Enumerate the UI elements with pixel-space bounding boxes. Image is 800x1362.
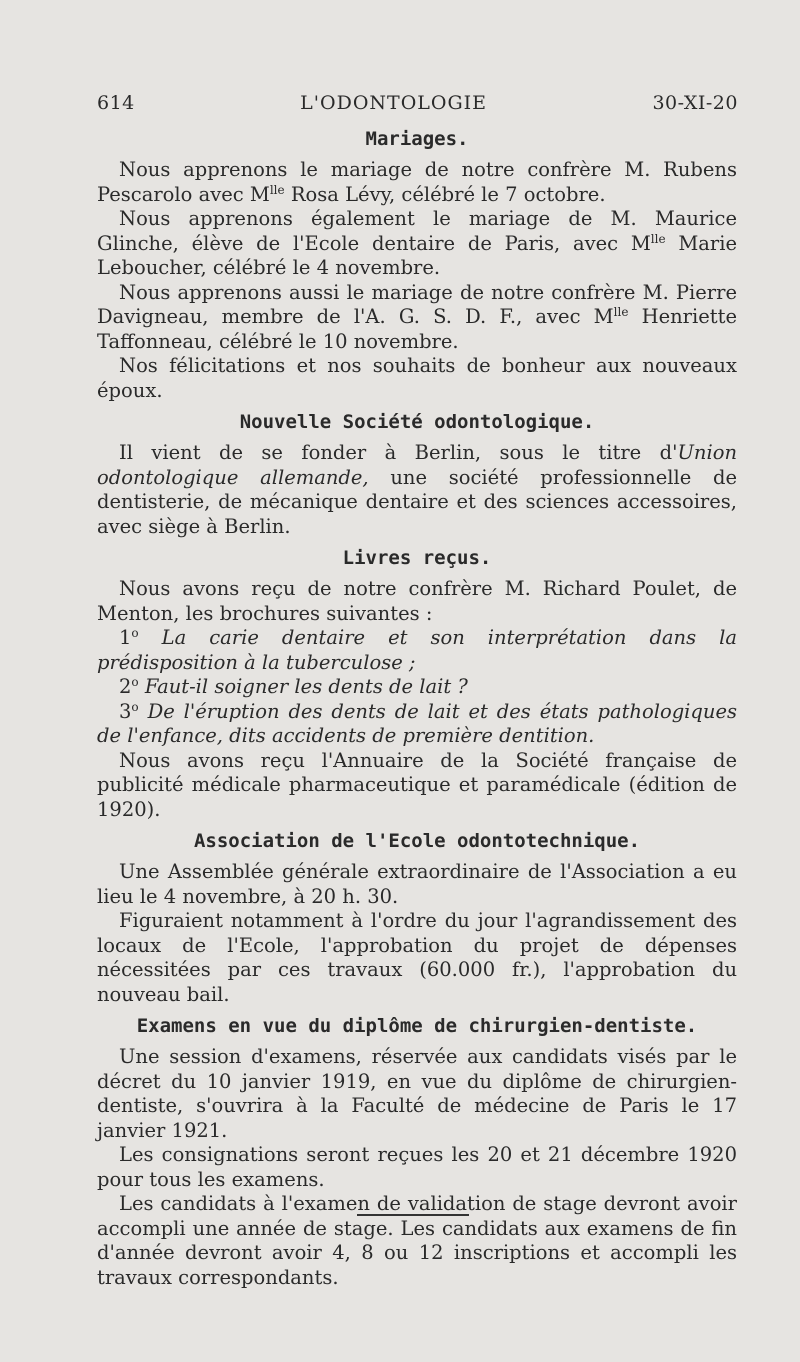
section-heading-association: Association de l'Ecole odontotechnique.: [193, 830, 641, 852]
paragraph: Nous avons reçu l'Annuaire de la Société française de publicité médicale pharmaceutique et paramédicale (édition de 1920).: [97, 748, 737, 821]
section-heading-mariages: Mariages.: [365, 128, 469, 150]
page-content: [97, 126, 737, 1290]
issue-date: 30-XI-20: [652, 92, 738, 114]
paragraph: Une session d'examens, réservée aux candidats visés par le décret du 10 janvier 1919, en vue du diplôme de chirurgien-dentiste, s'ouvrira à la Faculté de médecine de Paris le 17 janvier 1921.: [97, 1045, 737, 1142]
paragraph: Il vient de se fonder à Berlin, sous le titre d'Union odontologique allemande, une société professionnelle de dentisterie, de mécanique dentaire et des sciences accessoires, avec siège à Berlin.: [97, 441, 737, 538]
section-association: [97, 828, 737, 1007]
brochure-list: [97, 626, 737, 749]
paragraph: Nous apprenons aussi le mariage de notre confrère M. Pierre Davigneau, membre de l'A. G. S. D. F., avec $M^{lle}$ Henriette Taffonneau, célébré le 10 novembre.: [97, 280, 737, 353]
paragraph: Une Assemblée générale extraordinaire de l'Association a eu lieu le 4 novembre, à 20 h. 30.: [97, 860, 737, 908]
section-societe: [97, 409, 737, 539]
end-rule: [357, 1214, 469, 1216]
paragraph: Nous apprenons le mariage de notre confrère M. Rubens Pescarolo avec $M^{lle}$ Rosa Lévy, célébré le 7 octobre.: [97, 158, 737, 206]
section-heading-societe: Nouvelle Société odontologique.: [239, 411, 595, 433]
list-item: 3$^o$ De l'éruption des dents de lait et des états pathologiques de l'enfance, dits accidents de première dentition.: [97, 699, 738, 747]
section-heading-examens: Examens en vue du diplôme de chirurgien-dentiste.: [136, 1015, 698, 1037]
paragraph: Nous avons reçu de notre confrère M. Richard Poulet, de Menton, les brochures suivantes :: [97, 577, 737, 625]
list-item: 1$^o$ La carie dentaire et son interprétation dans la prédisposition à la tuberculose ;: [97, 626, 737, 674]
section-livres: [97, 545, 737, 822]
paragraph: Nos félicitations et nos souhaits de bonheur aux nouveaux époux.: [97, 354, 737, 402]
paragraph: Figuraient notamment à l'ordre du jour l'agrandissement des locaux de l'Ecole, l'approbation du projet de dépenses nécessitées par ces travaux (60.000 fr.), l'approbation du nouveau bail.: [97, 909, 737, 1006]
journal-title: L'ODONTOLOGIE: [300, 92, 488, 114]
running-header: [97, 92, 738, 114]
paragraph: Nous apprenons également le mariage de M. Maurice Glinche, élève de l'Ecole dentaire de Paris, avec $M^{lle}$ Marie Leboucher, célébré le 4 novembre.: [97, 207, 738, 279]
paragraph: Les candidats à l'examen de validation de stage devront avoir accompli une année de stage. Les candidats aux examens de fin d'année devront avoir 4, 8 ou 12 inscriptions et accompli les travaux correspondants.: [97, 1192, 737, 1289]
list-item: 2$^o$ Faut-il soigner les dents de lait ?: [119, 675, 468, 698]
section-heading-livres: Livres reçus.: [342, 547, 492, 569]
paragraph: Les consignations seront reçues les 20 et 21 décembre 1920 pour tous les examens.: [97, 1143, 737, 1191]
section-examens: [97, 1013, 737, 1290]
section-mariages: [97, 126, 737, 403]
page-number: 614: [97, 92, 135, 114]
